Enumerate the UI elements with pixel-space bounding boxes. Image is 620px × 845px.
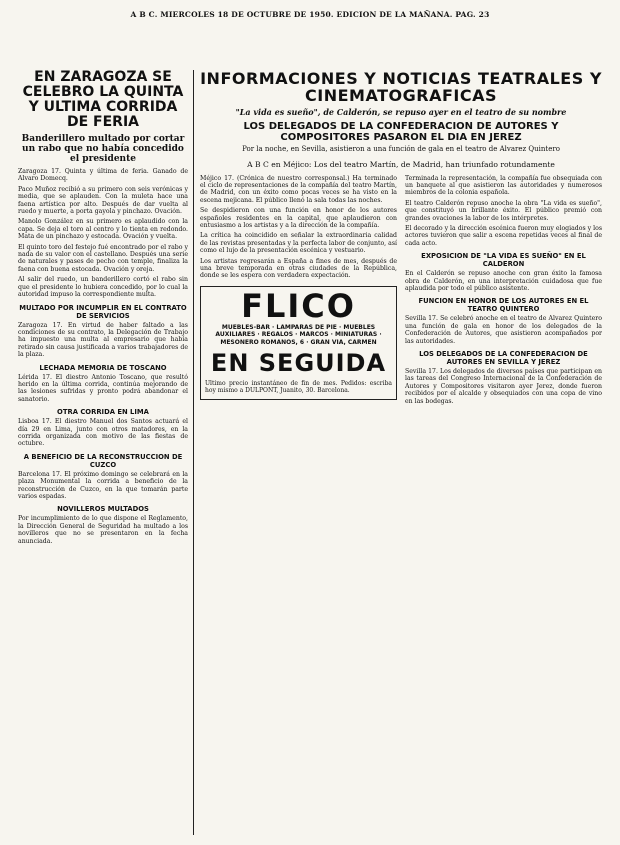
left-section-title: MULTADO POR INCUMPLIR EN EL CONTRATO DE SERVICIOS (19, 303, 187, 320)
right-column (200, 70, 602, 835)
ad-items: MUEBLES-BAR · LAMPARAS DE PIE · MUEBLES AUXILIARES · REGALOS · MARCOS · MINIATURAS · MESONERO ROMANOS, 6 · GRAN VIA, CARMEN (215, 323, 382, 346)
story-paragraph: Terminada la representación, la compañía fue obsequiada con un banquete al que asistieron las autoridades y numerosos miembros de la colonia española. (405, 174, 602, 197)
story-paragraph: El teatro Calderón repuso anoche la obra "La vida es sueño", que constituyó un brillante éxito. El público premió con grandes ovaciones la labor de los intérpretes. (405, 199, 602, 222)
banner-lead: "La vida es sueño", de Calderón, se repuso ayer en el teatro de su nombre (235, 107, 567, 117)
left-section-text: Por incumplimiento de lo que dispone el Reglamento, la Dirección General de Seguridad ha multado a los novilleros que no se presentaron en la fecha anunciada. (18, 515, 188, 545)
story-columns (200, 175, 602, 409)
story-column-b (405, 175, 602, 409)
left-paragraph: Zaragoza 17. Quinta y última de feria. Ganado de Alvaro Domecq. (18, 168, 188, 183)
section-title: FUNCION EN HONOR DE LOS AUTORES EN EL TEATRO QUINTERO (418, 297, 589, 314)
story-paragraph: El decorado y la dirección escénica fueron muy elogiados y los actores tuvieron que salir a escena repetidas veces al final de cada acto. (405, 224, 602, 247)
story-paragraph: Méjico 17. (Crónica de nuestro corresponsal.) Ha terminado el ciclo de representaciones de la compañía del teatro Martín, de Madrid, con un éxito como pocas veces se ha visto en la escena mejicana. El público llenó la sala todas las noches. (200, 174, 397, 204)
section-title: LOS DELEGADOS DE LA CONFEDERACION DE AUTORES EN SEVILLA Y JEREZ (419, 350, 588, 366)
story-subhead-mexico: A B C en Méjico: Los del teatro Martín, de Madrid, han triunfado rotundamente (247, 159, 555, 169)
ad-brand: FLICO (241, 286, 356, 325)
page-header: A B C. MIERCOLES 18 DE OCTUBRE DE 1950. EDICION DE LA MAÑANA. PAG. 23 (130, 10, 490, 19)
section-text: Sevilla 17. Se celebró anoche en el teatro de Alvarez Quintero una función de gala en honor de los delegados de la Confederación de Autores, que asistieron acompañados por las autoridades. (405, 315, 602, 345)
story-paragraph: Los artistas regresarán a España a fines de mes, después de una breve temporada en otras ciudades de la República, donde se les espera con verdadera expectación. (200, 257, 397, 280)
story-paragraph: Se despidieron con una función en honor de los autores españoles residentes en la capital, que aplaudieron con entusiasmo a los artistas y a la dirección de la compañía. (200, 207, 397, 229)
left-subhead: Banderillero multado por cortar un rabo que no había concedido el presidente (21, 134, 185, 164)
column-divider (193, 70, 194, 835)
section-title: EXPOSICION DE "LA VIDA ES SUEÑO" EN EL CALDERON (421, 252, 586, 269)
left-paragraph: Al salir del ruedo, un banderillero cortó el rabo sin que el presidente lo hubiera concedido, por lo cual la autoridad impuso la correspondiente multa. (18, 276, 188, 299)
left-section-text: Lisboa 17. El diestro Manuel dos Santos actuará el día 29 en Lima, junto con otros matadores, en la corrida organizada con motivo de las fiestas de octubre. (18, 418, 188, 448)
left-paragraph: Paco Muñoz recibió a su primero con seis verónicas y media, que se aplauden. Con la muleta hace una faena artística por alto. Después de dar vuelta al ruedo y muerte, a porta gayola y pinchazo. Ovación. (18, 185, 188, 216)
story-paragraph: La crítica ha coincidido en señalar la extraordinaria calidad de las revistas presentadas y la perfecta labor de conjunto, así como el lujo de la presentación escénica y vestuario. (200, 232, 397, 255)
left-headline: EN ZARAGOZA SE CELEBRO LA QUINTA Y ULTIMA CORRIDA DE FERIA (22, 70, 184, 130)
story-subhead: Por la noche, en Sevilla, asistieron a una función de gala en el teatro de Alvarez Quintero (242, 145, 560, 153)
left-section-text: Zaragoza 17. En virtud de haber faltado a las condiciones de su contrato, la Delegación de Trabajo ha impuesto una multa al empresario que había retirado sin causa justificada a varios trabajadores de la plaza. (18, 321, 188, 359)
section-text: En el Calderón se repuso anoche con gran éxito la famosa obra de Calderón, en una interpretación cuidadosa que fue aplaudida por todo el público asistente. (405, 270, 602, 292)
left-paragraph: Manolo González en su primero es aplaudido con la capa. Se deja el toro al centro y lo tienta en redondo. Mata de un pinchazo y estocada. Ovación y vuelta. (18, 218, 188, 241)
left-paragraph: El quinto toro del festejo fué encontrado por el rabo y nada de su valor con el castellano. Después una serie de naturales y pases de pecho con temple, finaliza la faena con buena estocada. Ovación y oreja. (18, 243, 188, 273)
left-section-title: LECHADA MEMORIA DE TOSCANO (39, 363, 167, 372)
flico-advertisement (200, 286, 397, 400)
left-section-text: Barcelona 17. El próximo domingo se celebrará en la plaza Monumental la corrida a beneficio de la reconstrucción de Cuzco, en la que tomarán parte varios espadas. (18, 470, 188, 500)
left-section-title: A BENEFICIO DE LA RECONSTRUCCION DE CUZCO (23, 452, 183, 469)
ad-footer: Ultimo precio instantáneo de fin de mes. Pedidos: escriba hoy mismo a DULPONT, Juanito, 30. Barcelona. (205, 380, 392, 395)
left-section-text: Lérida 17. El diestro Antonio Toscano, que resultó herido en la última corrida, continúa mejorando de las lesiones sufridas y pronto podrá abandonar el sanatorio. (18, 373, 188, 403)
left-section-title: NOVILLEROS MULTADOS (57, 505, 149, 514)
left-column (18, 70, 188, 835)
story-column-a (200, 175, 397, 409)
story-headline: LOS DELEGADOS DE LA CONFEDERACION DE AUTORES Y COMPOSITORES PASARON EL DIA EN JEREZ (243, 121, 559, 143)
left-section-title: OTRA CORRIDA EN LIMA (57, 408, 149, 417)
section-text: Sevilla 17. Los delegados de diversos países que participan en las tareas del Congreso Internacional de la Confederación de Autores y Compositores visitaron ayer Jerez, donde fueron recibidos por el alcalde y obsequiados con una copa de vino en las bodegas. (405, 368, 602, 405)
ad-tagline: EN SEGUIDA (210, 349, 387, 378)
banner-title: INFORMACIONES Y NOTICIAS TEATRALES Y CINEMATOGRAFICAS (200, 70, 602, 105)
